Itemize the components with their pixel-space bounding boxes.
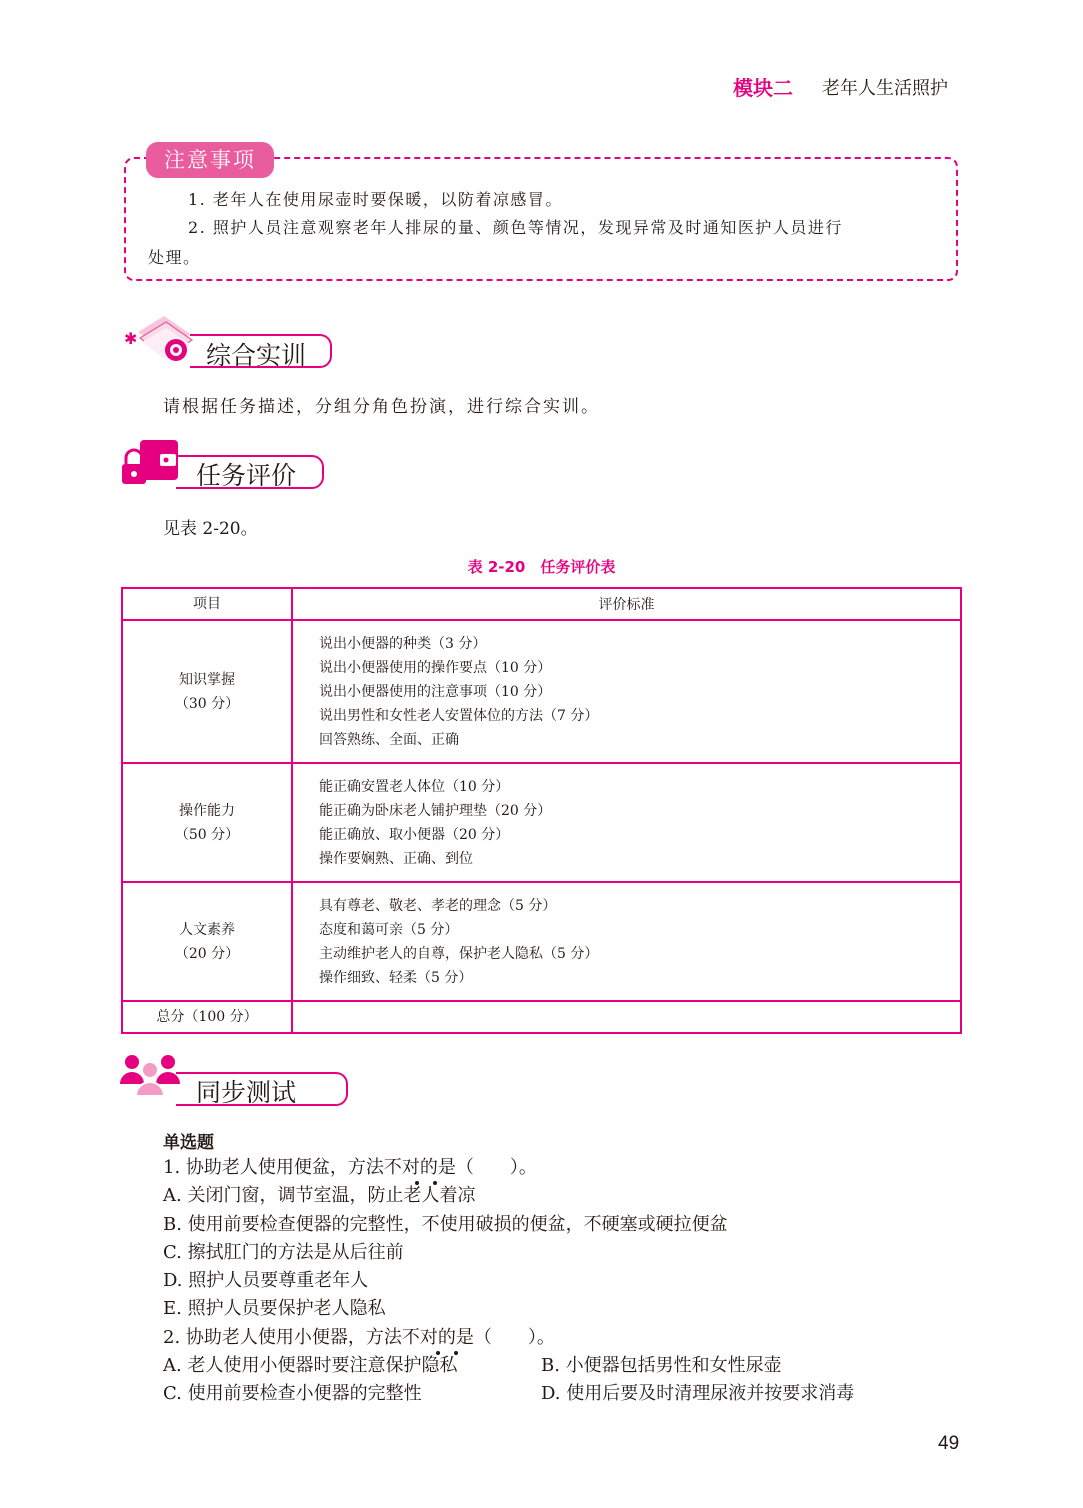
notice-tag: 注意事项 bbox=[146, 142, 274, 178]
q2-option-d: D. 使用后要及时清理尿液并按要求消毒 bbox=[541, 1383, 855, 1404]
people-icon bbox=[120, 1050, 180, 1098]
criteria-line: 说出小便器使用的操作要点（10 分） bbox=[319, 659, 552, 676]
row-item: 人文素养 bbox=[179, 921, 235, 938]
table-row bbox=[122, 882, 961, 1001]
table-total-row bbox=[122, 1001, 961, 1033]
table-row bbox=[122, 763, 961, 882]
module-label: 模块二 bbox=[733, 76, 793, 100]
table-header-row bbox=[122, 588, 961, 620]
criteria-line: 操作要娴熟、正确、到位 bbox=[319, 850, 473, 867]
row-item: 知识掌握 bbox=[179, 671, 235, 688]
q2-option-c: C. 使用前要检查小便器的完整性 bbox=[163, 1383, 422, 1404]
question-1: 1. 协助老人使用便盆，方法不对的是（ ）。 bbox=[163, 1157, 537, 1178]
q1-option-d: D. 照护人员要尊重老年人 bbox=[163, 1270, 369, 1291]
total-label: 总分（100 分） bbox=[122, 1001, 292, 1033]
total-value bbox=[292, 1001, 961, 1033]
quiz-heading: 单选题 bbox=[163, 1133, 214, 1153]
row-criteria-cell bbox=[292, 882, 961, 1001]
svg-text:✱: ✱ bbox=[124, 329, 138, 348]
criteria-line: 能正确为卧床老人铺护理垫（20 分） bbox=[319, 802, 552, 819]
table-caption: 表 2-20 任务评价表 bbox=[467, 558, 616, 576]
notice-item-1: 1. 老年人在使用尿壶时要保暖，以防着凉感冒。 bbox=[188, 190, 563, 209]
notice-item-2-cont: 处理。 bbox=[148, 248, 201, 267]
question-2: 2. 协助老人使用小便器，方法不对的是（ ）。 bbox=[163, 1327, 555, 1348]
criteria-line: 操作细致、轻柔（5 分） bbox=[319, 969, 473, 986]
header-criteria: 评价标准 bbox=[292, 588, 961, 620]
criteria-line: 主动维护老人的自尊，保护老人隐私（5 分） bbox=[319, 945, 599, 962]
section-title-evaluation: 任务评价 bbox=[196, 461, 297, 490]
row-score: （20 分） bbox=[174, 945, 240, 962]
criteria-line: 说出男性和女性老人安置体位的方法（7 分） bbox=[319, 707, 599, 724]
criteria-line: 说出小便器使用的注意事项（10 分） bbox=[319, 683, 552, 700]
row-criteria-cell bbox=[292, 620, 961, 763]
lock-wallet-icon bbox=[120, 436, 182, 490]
table-row bbox=[122, 620, 961, 763]
evaluation-table bbox=[121, 587, 962, 1034]
page-number: 49 bbox=[938, 1433, 960, 1454]
row-criteria-cell bbox=[292, 763, 961, 882]
row-score: （30 分） bbox=[174, 695, 240, 712]
section-title-test: 同步测试 bbox=[196, 1078, 297, 1107]
evaluation-text: 见表 2-20。 bbox=[163, 519, 258, 539]
book-icon bbox=[120, 312, 196, 372]
q1-option-e: E. 照护人员要保护老人隐私 bbox=[163, 1298, 386, 1319]
q2-option-a: A. 老人使用小便器时要注意保护隐私 bbox=[163, 1355, 458, 1376]
row-item-cell bbox=[122, 620, 292, 763]
row-item-cell bbox=[122, 882, 292, 1001]
q1-option-c: C. 擦拭肛门的方法是从后往前 bbox=[163, 1242, 404, 1263]
q1-option-a: A. 关闭门窗，调节室温，防止老人着凉 bbox=[163, 1185, 476, 1206]
training-text: 请根据任务描述，分组分角色扮演，进行综合实训。 bbox=[163, 397, 600, 417]
row-item: 操作能力 bbox=[179, 802, 235, 819]
notice-item-2: 2. 照护人员注意观察老年人排尿的量、颜色等情况，发现异常及时通知医护人员进行 bbox=[188, 218, 843, 237]
criteria-line: 态度和蔼可亲（5 分） bbox=[319, 921, 459, 938]
criteria-line: 回答熟练、全面、正确 bbox=[319, 731, 459, 748]
criteria-line: 能正确放、取小便器（20 分） bbox=[319, 826, 510, 843]
q2-option-b: B. 小便器包括男性和女性尿壶 bbox=[541, 1355, 782, 1376]
header-item: 项目 bbox=[122, 588, 292, 620]
criteria-line: 具有尊老、敬老、孝老的理念（5 分） bbox=[319, 897, 557, 914]
q1-option-b: B. 使用前要检查便器的完整性，不使用破损的便盆，不硬塞或硬拉便盆 bbox=[163, 1214, 728, 1235]
chapter-title: 老年人生活照护 bbox=[822, 78, 948, 99]
criteria-line: 能正确安置老人体位（10 分） bbox=[319, 778, 510, 795]
section-title-training: 综合实训 bbox=[206, 341, 307, 370]
criteria-line: 说出小便器的种类（3 分） bbox=[319, 635, 487, 652]
row-item-cell bbox=[122, 763, 292, 882]
row-score: （50 分） bbox=[174, 826, 240, 843]
